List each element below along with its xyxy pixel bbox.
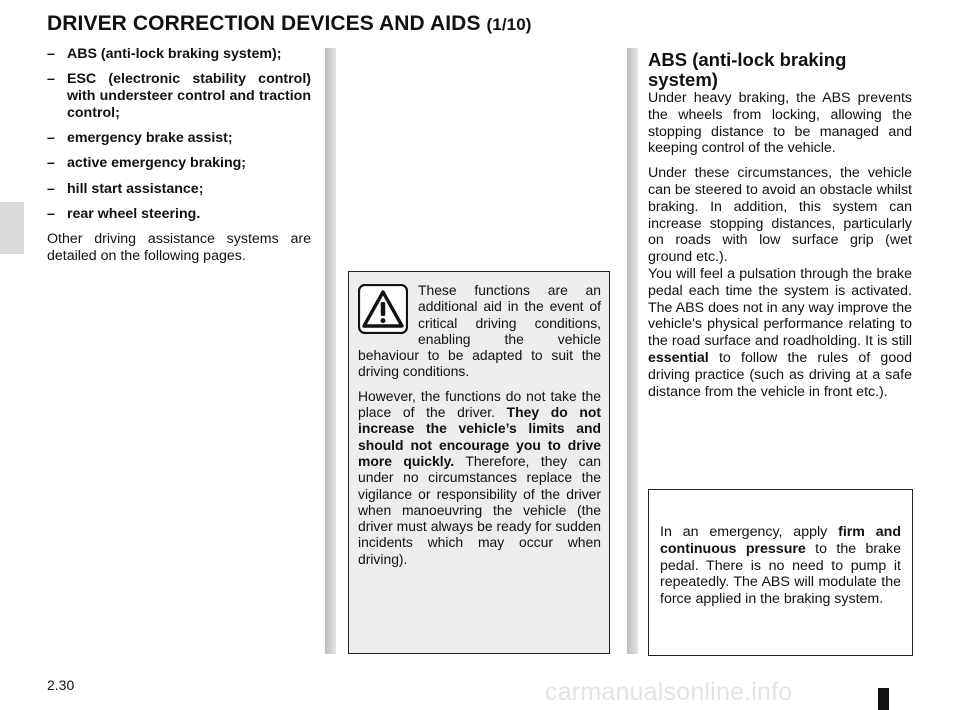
page-number: 2.30 [47, 677, 75, 693]
list-item [47, 155, 311, 172]
left-column [47, 46, 311, 265]
column-separator-right [627, 48, 638, 654]
emergency-text: In an emergency, apply [660, 524, 839, 540]
abs-paragraph-1: Under heavy braking, the ABS prevents the wheels from locking, allowing the stopping distance to be managed and keeping control of the vehicle. [648, 90, 912, 157]
list-item-text: ABS (anti-lock braking system); [67, 46, 282, 62]
list-item-text: ESC (electronic stability control) with understeer control and traction control; [67, 71, 311, 121]
section-tab-marker [0, 202, 24, 254]
warning-paragraph-1: These functions are an additional aid in the event of critical driving conditions, enabling the vehicle behaviour to be adapted to suit the driving conditions. [358, 282, 601, 380]
list-item [47, 71, 311, 121]
column-separator-left [325, 48, 336, 654]
list-item-text: rear wheel steering. [67, 206, 201, 223]
driving-aids-list [47, 46, 311, 223]
abs-paragraph-2 [648, 165, 912, 400]
list-dash: – [47, 130, 55, 147]
abs-heading: ABS (anti-lock braking system) [648, 49, 847, 90]
warning-paragraph-2 [358, 388, 601, 567]
page-part-indicator: (1/10) [486, 15, 532, 34]
abs-text-continued: to follow the rules of good driving practice (such as driving at a safe distance from the vehicle in front etc.). [648, 349, 912, 400]
emergency-emphasis: firm and continuous pressure [660, 524, 901, 557]
list-item [47, 206, 311, 223]
list-item-text: hill start assistance; [67, 180, 204, 197]
warning-emphasis: They do not increase the vehicle’s limits and should not encourage you to drive more quickly. [358, 404, 601, 469]
page-title-text: DRIVER CORRECTION DEVICES AND AIDS [47, 12, 481, 35]
list-dash: – [47, 46, 55, 62]
list-dash: – [47, 155, 55, 172]
warning-text: However, the functions do not take the place of the driver. [358, 387, 601, 421]
other-systems-note: Other driving assistance systems are detailed on the following pages. [47, 231, 311, 265]
warning-box [348, 271, 610, 654]
list-dash: – [47, 180, 55, 197]
list-item-text: active emergency braking; [67, 155, 246, 172]
abs-emphasis: essential [648, 349, 709, 366]
emergency-paragraph [660, 524, 901, 608]
page-corner-mark [878, 688, 889, 710]
list-item-text: emergency brake assist; [67, 130, 233, 147]
list-dash: – [47, 71, 55, 88]
list-dash: – [47, 206, 55, 223]
warning-triangle-icon [358, 284, 408, 334]
list-item [47, 46, 311, 63]
warning-text-continued: Therefore, they can under no circumstances replace the vigilance or responsibility of the driver when manoeuvring the vehicle (the driver must always be ready for sudden incidents which may occur when driving). [358, 452, 601, 567]
right-column [648, 50, 912, 408]
page-title [47, 12, 532, 36]
list-item [47, 130, 311, 147]
abs-text: Under these circumstances, the vehicle can be steered to avoid an obstacle whilst braking. In addition, this system can increase stopping distances, particularly on roads with low surface grip (wet ground etc.). You will feel a pulsation through the brake pedal each time the system is activated. The ABS does not in any way improve the vehicle's physical performance relating to the road surface and roadholding. It is still [648, 165, 912, 350]
emergency-text-continued: to the brake pedal. There is no need to pump it repeatedly. The ABS will modulate the force applied in the braking system. [660, 540, 901, 608]
watermark: carmanualsonline.info [545, 678, 793, 706]
list-item [47, 181, 311, 198]
emergency-info-box [648, 489, 913, 656]
